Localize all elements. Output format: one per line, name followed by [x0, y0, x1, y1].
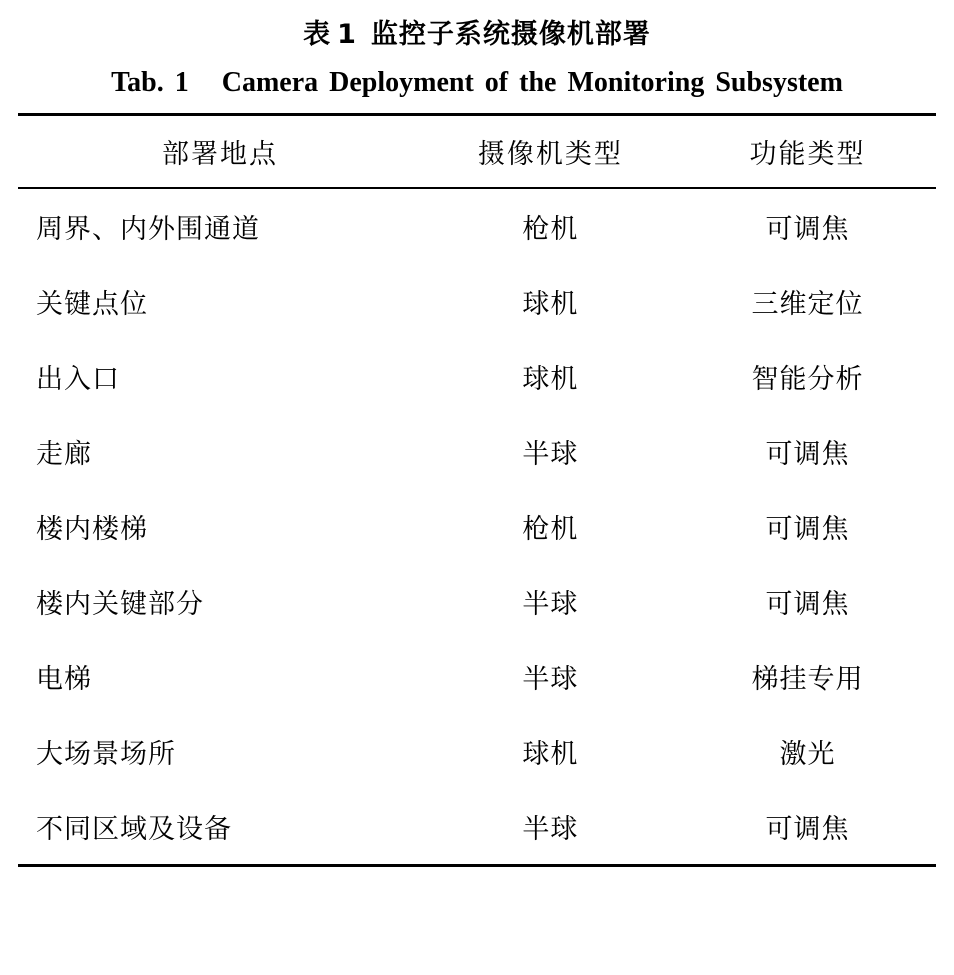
cell-function-type: 可调焦 — [679, 789, 936, 866]
cell-camera-type: 半球 — [522, 664, 579, 695]
table-header-row — [18, 115, 936, 189]
cell-function-type: 智能分析 — [751, 364, 864, 395]
cell-location: 关键点位 — [36, 289, 148, 320]
caption-cn-title: 监控子系统摄像机部署 — [370, 19, 651, 50]
table-row — [18, 264, 936, 339]
cell-function-type: 激光 — [779, 739, 836, 770]
cell-location: 楼内楼梯 — [36, 514, 148, 545]
camera-deployment-table — [18, 113, 936, 867]
table-caption-chinese — [0, 0, 954, 53]
table-caption-english — [0, 53, 954, 113]
table-row — [18, 789, 936, 866]
column-header-camera-type: 摄像机类型 — [422, 115, 679, 189]
cell-camera-type: 枪机 — [422, 188, 679, 264]
caption-en-title: Camera Deployment of the Monitoring Subsystem — [221, 67, 843, 98]
caption-en-label: Tab. 1 — [111, 67, 189, 98]
caption-cn-number: 1 — [337, 19, 357, 50]
table-row — [18, 489, 936, 564]
table-row — [18, 414, 936, 489]
cell-camera-type: 球机 — [522, 364, 579, 395]
cell-location: 周界、内外围通道 — [18, 188, 422, 264]
table-body — [18, 188, 936, 866]
table-row — [18, 188, 936, 264]
table-row — [18, 339, 936, 414]
cell-location: 不同区域及设备 — [18, 789, 422, 866]
cell-camera-type: 半球 — [522, 439, 579, 470]
cell-function-type: 三维定位 — [751, 289, 864, 320]
cell-location: 楼内关键部分 — [36, 589, 204, 620]
table-row — [18, 639, 936, 714]
cell-function-type: 可调焦 — [765, 589, 850, 620]
cell-location: 走廊 — [36, 439, 92, 470]
cell-location: 电梯 — [36, 664, 92, 695]
column-header-function-type: 功能类型 — [679, 115, 936, 189]
cell-location: 大场景场所 — [36, 739, 176, 770]
table-row — [18, 564, 936, 639]
table-row — [18, 714, 936, 789]
caption-cn-label: 表 — [303, 19, 332, 50]
cell-camera-type: 半球 — [522, 589, 579, 620]
cell-camera-type: 半球 — [422, 789, 679, 866]
cell-function-type: 可调焦 — [679, 188, 936, 264]
table-header — [18, 115, 936, 189]
cell-function-type: 可调焦 — [765, 514, 850, 545]
cell-function-type: 梯挂专用 — [751, 664, 864, 695]
column-header-location: 部署地点 — [18, 115, 422, 189]
cell-location: 出入口 — [36, 364, 120, 395]
cell-camera-type: 枪机 — [522, 514, 579, 545]
cell-camera-type: 球机 — [522, 289, 579, 320]
cell-function-type: 可调焦 — [765, 439, 850, 470]
cell-camera-type: 球机 — [522, 739, 579, 770]
